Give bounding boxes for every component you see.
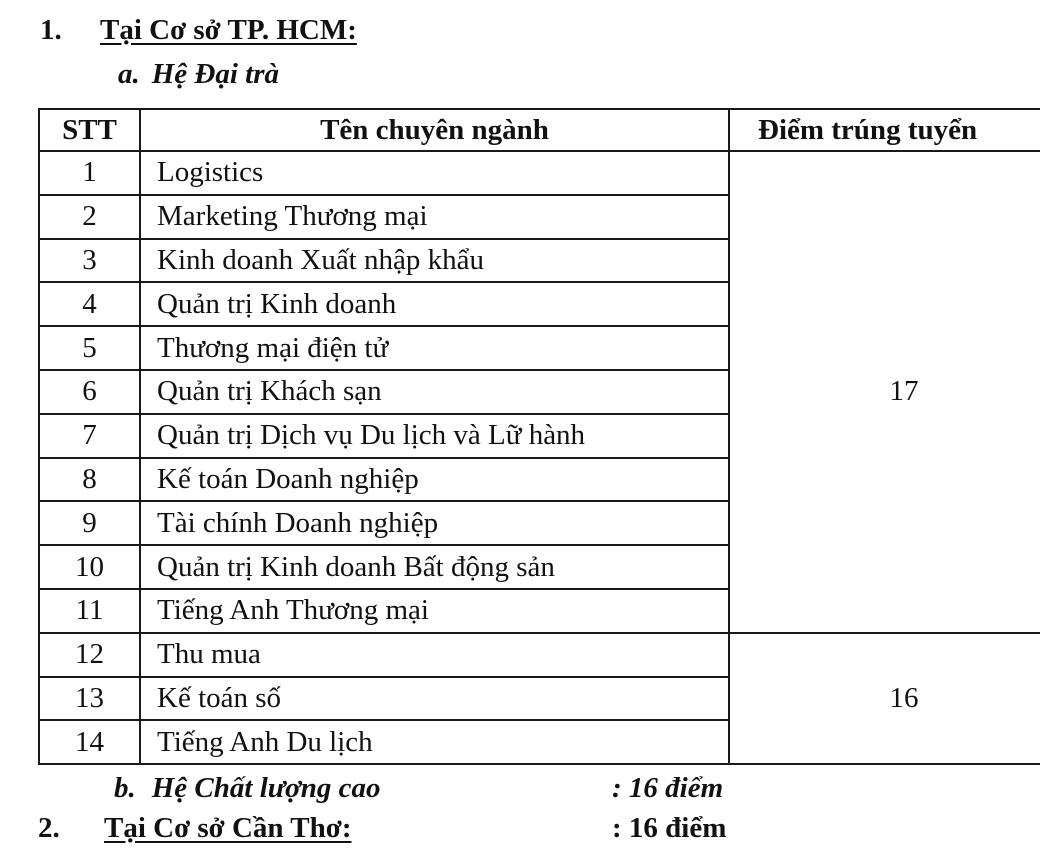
row-stt: 7 xyxy=(39,414,140,458)
row-major-name: Tiếng Anh Thương mại xyxy=(140,589,729,633)
row-stt: 11 xyxy=(39,589,140,633)
table-row xyxy=(39,633,1040,677)
row-major-name: Tiếng Anh Du lịch xyxy=(140,720,729,764)
row-stt: 4 xyxy=(39,282,140,326)
row-stt: 6 xyxy=(39,370,140,414)
admission-scores-table xyxy=(38,108,1040,765)
row-stt: 10 xyxy=(39,545,140,589)
header-major-name: Tên chuyên ngành xyxy=(140,109,729,151)
row-stt: 8 xyxy=(39,458,140,502)
row-major-name: Kinh doanh Xuất nhập khẩu xyxy=(140,239,729,283)
header-admission-score: Điểm trúng tuyển xyxy=(729,109,1040,151)
row-major-name: Kế toán Doanh nghiệp xyxy=(140,458,729,502)
section-2-score: : 16 điểm xyxy=(612,812,727,844)
row-major-name: Tài chính Doanh nghiệp xyxy=(140,501,729,545)
section-1-title: Tại Cơ sở TP. HCM: xyxy=(100,14,357,46)
row-stt: 5 xyxy=(39,326,140,370)
row-stt: 1 xyxy=(39,151,140,195)
table-header-row xyxy=(39,109,1040,151)
section-2-title: Tại Cơ sở Cần Thơ: xyxy=(104,812,352,844)
row-major-name: Thu mua xyxy=(140,633,729,677)
row-major-name: Quản trị Dịch vụ Du lịch và Lữ hành xyxy=(140,414,729,458)
subsection-b-heading xyxy=(114,772,380,805)
subsection-a-label: a. xyxy=(118,58,140,90)
section-2-number: 2. xyxy=(38,812,60,844)
row-stt: 12 xyxy=(39,633,140,677)
row-major-name: Logistics xyxy=(140,151,729,195)
subsection-a-title: Hệ Đại trà xyxy=(151,58,280,90)
subsection-b-label: b. xyxy=(114,772,136,804)
row-major-name: Quản trị Kinh doanh xyxy=(140,282,729,326)
row-major-name: Quản trị Khách sạn xyxy=(140,370,729,414)
subsection-b-title: Hệ Chất lượng cao xyxy=(151,772,381,804)
subsection-a-heading xyxy=(118,58,279,91)
table-row xyxy=(39,151,1040,195)
subsection-b-score: : 16 điểm xyxy=(612,772,724,804)
row-major-name: Kế toán số xyxy=(140,677,729,721)
row-stt: 14 xyxy=(39,720,140,764)
row-stt: 3 xyxy=(39,239,140,283)
row-major-name: Quản trị Kinh doanh Bất động sản xyxy=(140,545,729,589)
row-major-name: Marketing Thương mại xyxy=(140,195,729,239)
row-stt: 9 xyxy=(39,501,140,545)
row-stt: 13 xyxy=(39,677,140,721)
row-stt: 2 xyxy=(39,195,140,239)
header-stt: STT xyxy=(39,109,140,151)
row-major-name: Thương mại điện tử xyxy=(140,326,729,370)
section-1-number: 1. xyxy=(40,14,62,46)
score-group-17: 17 xyxy=(729,151,1040,633)
score-group-16: 16 xyxy=(729,633,1040,764)
